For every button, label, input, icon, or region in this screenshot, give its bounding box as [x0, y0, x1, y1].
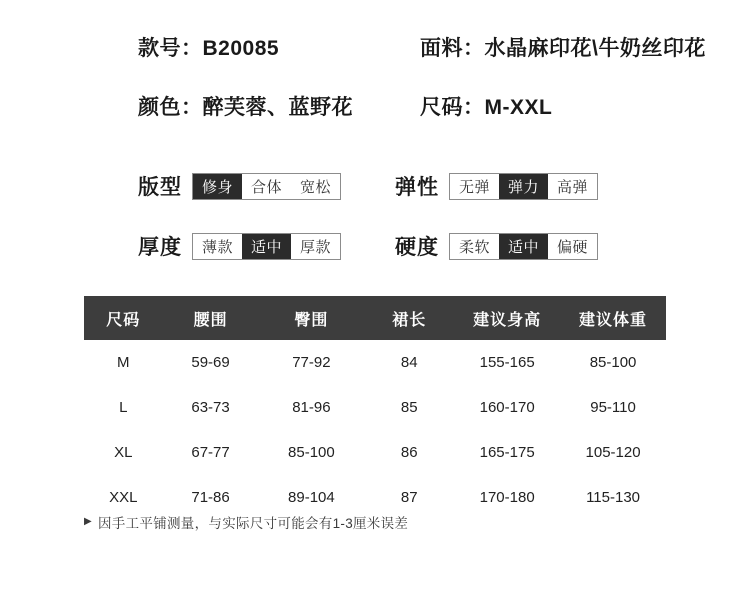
- header-skirt-length: 裙长: [364, 296, 454, 340]
- spec-size: [420, 91, 552, 121]
- cell-waist: 63-73: [163, 385, 259, 430]
- option-box-thickness: [192, 233, 341, 260]
- cell-skirt-length: 85: [364, 385, 454, 430]
- measurement-note-text: 因手工平铺测量，与实际尺寸可能会有1-3厘米误差: [98, 516, 409, 531]
- attribute-group-elasticity: [395, 171, 598, 201]
- option-thickness-thin[interactable]: 薄款: [202, 238, 234, 256]
- cell-skirt-length: 87: [364, 475, 454, 520]
- option-elasticity-high[interactable]: 高弹: [557, 178, 589, 196]
- option-fit-regular[interactable]: 合体: [251, 178, 283, 196]
- spec-color-label: 颜色：: [138, 96, 203, 119]
- cell-waist: 67-77: [163, 430, 259, 475]
- cell-hip: 85-100: [259, 430, 365, 475]
- cell-height: 170-180: [454, 475, 560, 520]
- header-weight: 建议体重: [560, 296, 666, 340]
- option-thickness-thick[interactable]: 厚款: [300, 238, 332, 256]
- attribute-label-fit: 版型: [138, 176, 182, 199]
- cell-hip: 89-104: [259, 475, 365, 520]
- table-row: [84, 340, 666, 385]
- attribute-group-hardness: [395, 231, 598, 261]
- cell-height: 155-165: [454, 340, 560, 385]
- spec-style-number-value: B20085: [202, 37, 280, 60]
- spec-fabric-label: 面料：: [420, 37, 485, 60]
- cell-size: M: [84, 340, 163, 385]
- cell-skirt-length: 84: [364, 340, 454, 385]
- cell-weight: 85-100: [560, 340, 666, 385]
- attribute-label-thickness: 厚度: [138, 236, 182, 259]
- header-hip: 臀围: [259, 296, 365, 340]
- header-size: 尺码: [84, 296, 163, 340]
- spec-color-value: 醉芙蓉、蓝野花: [202, 96, 353, 119]
- cell-size: L: [84, 385, 163, 430]
- spec-color: [138, 91, 353, 121]
- cell-height: 160-170: [454, 385, 560, 430]
- cell-size: XL: [84, 430, 163, 475]
- attribute-group-thickness: [138, 231, 341, 261]
- spec-size-label: 尺码：: [420, 96, 485, 119]
- option-thickness-medium[interactable]: 适中: [242, 234, 291, 259]
- attribute-group-fit: [138, 171, 341, 201]
- cell-hip: 81-96: [259, 385, 365, 430]
- cell-weight: 115-130: [560, 475, 666, 520]
- cell-size: XXL: [84, 475, 163, 520]
- option-fit-slim[interactable]: 修身: [193, 174, 242, 199]
- option-box-fit: [192, 173, 341, 200]
- option-elasticity-none[interactable]: 无弹: [459, 178, 491, 196]
- table-row: [84, 430, 666, 475]
- table-row: [84, 385, 666, 430]
- header-height: 建议身高: [454, 296, 560, 340]
- option-box-hardness: [449, 233, 598, 260]
- option-fit-loose[interactable]: 宽松: [300, 178, 332, 196]
- table-header-row: [84, 296, 666, 340]
- spec-size-value: M-XXL: [484, 96, 553, 119]
- attribute-label-hardness: 硬度: [395, 236, 439, 259]
- spec-style-number-label: 款号：: [138, 37, 203, 60]
- triangle-right-icon: ▶: [84, 516, 92, 527]
- spec-fabric-value: 水晶麻印花\牛奶丝印花: [484, 37, 706, 60]
- attribute-label-elasticity: 弹性: [395, 176, 439, 199]
- option-hardness-stiff[interactable]: 偏硬: [557, 238, 589, 256]
- cell-waist: 71-86: [163, 475, 259, 520]
- option-hardness-medium[interactable]: 适中: [499, 234, 548, 259]
- measurement-note: [84, 512, 408, 532]
- cell-waist: 59-69: [163, 340, 259, 385]
- header-waist: 腰围: [163, 296, 259, 340]
- option-elasticity-stretch[interactable]: 弹力: [499, 174, 548, 199]
- cell-skirt-length: 86: [364, 430, 454, 475]
- spec-style-number: [138, 32, 279, 62]
- spec-fabric: [420, 32, 706, 62]
- size-chart-table: [84, 296, 666, 520]
- cell-weight: 105-120: [560, 430, 666, 475]
- option-box-elasticity: [449, 173, 598, 200]
- option-hardness-soft[interactable]: 柔软: [459, 238, 491, 256]
- size-chart-body: [84, 340, 666, 520]
- cell-weight: 95-110: [560, 385, 666, 430]
- cell-height: 165-175: [454, 430, 560, 475]
- cell-hip: 77-92: [259, 340, 365, 385]
- size-chart-header: [84, 296, 666, 340]
